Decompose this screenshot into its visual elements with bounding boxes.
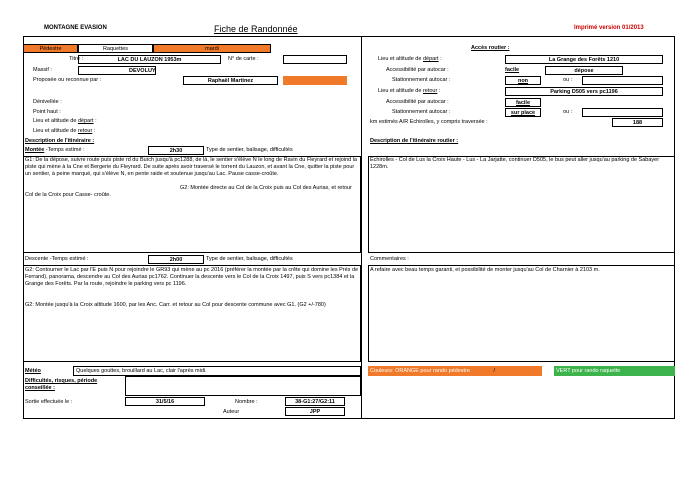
day-field: mardi <box>153 44 271 53</box>
column-divider <box>361 36 362 419</box>
legend-orange-text: Couleurs: ORANGE pour rando pédestre <box>370 368 470 374</box>
left-lieu-retour-label <box>33 128 95 134</box>
diff-value <box>125 376 361 396</box>
left-lieu-retour-post: : <box>92 128 96 134</box>
nombre-label: Nombre : <box>235 399 258 405</box>
meteo-value: Quelques gouttes, brouillard au Lac, clair l'après midi. <box>73 366 361 376</box>
diff-label: Difficultés, risques, période conseillée : <box>25 378 98 391</box>
montee-label <box>25 147 85 153</box>
propose-label: Proposée ou reconnue par : <box>33 77 102 83</box>
right-lieu-depart-u: départ <box>422 56 439 62</box>
left-lieu-depart-post: : <box>93 118 97 124</box>
right-ou-value-2 <box>582 108 663 117</box>
montee-text2: G2: Montée directe au Col de la Croix puis au Col des Aurias, et retour Col de la Croix pour Casse- croûte. <box>25 185 352 198</box>
right-ou-label-2: ou : <box>563 109 573 115</box>
right-stat-retour-label: Stationnement autocar : <box>392 109 451 115</box>
left-lieu-retour-u: retour <box>77 128 93 134</box>
auteur-value: JPP <box>285 407 345 416</box>
montee-label-post: -Temps estimé : <box>44 147 85 153</box>
right-stat-depart-value: non <box>505 76 541 85</box>
massif-label: Massif : <box>33 67 52 73</box>
point-haut-label: Point haut : <box>33 109 61 115</box>
right-access-depart-value: facile <box>505 67 520 73</box>
right-lieu-retour-pre: Lieu et altitude de <box>378 88 423 94</box>
right-access-depart-value2: dépose <box>545 66 623 75</box>
descente-label: Descente -Temps estimé : <box>25 256 89 262</box>
titre-label: Titre : <box>69 56 83 62</box>
montee-text: G1: De la dépose, suivre route puis piste rd du Buïch jusqu'à pc1288, de là, le sentier s'élève N le long de Ravin du Fleyrard et rejoind la piste qui mène à la Cne et Bergerie du Fleyrard. De suite après avoir traversé le torrent du Lauzon, et avant la Cne, quitter la piste pour un sentier, à peine marqué, qui s'élève N, en pente raide et soutenue jusqu'au Lac. Pause casse-croûte. <box>25 157 357 177</box>
right-lieu-retour-post: : <box>437 88 441 94</box>
montee-label-u: Montée <box>25 147 45 153</box>
right-access-retour-label: Accessibilité par autocar : <box>386 99 449 105</box>
left-lieu-depart-pre: Lieu et altitude de <box>33 118 78 124</box>
right-stat-retour-value: sur place <box>505 108 541 117</box>
mode-raquettes: Raquettes <box>78 44 153 53</box>
page-title: Fiche de Randonnée <box>214 24 298 34</box>
propose-value: Raphaël Martinez <box>183 76 278 85</box>
propose-color <box>283 76 347 85</box>
titre-value: LAC DU LAUZON 1953m <box>78 55 221 64</box>
sortie-date: 31/5/16 <box>125 397 205 406</box>
massif-value: DEVOLUY <box>78 66 156 75</box>
comments-label: Commentaires : <box>370 256 409 262</box>
mode-pedestre: Pédestre <box>23 44 78 53</box>
km-value: 188 <box>612 118 663 127</box>
deniv-label: Dénivellée : <box>33 99 62 105</box>
right-lieu-retour-value: Parking D505 vers pc1196 <box>505 87 663 96</box>
right-ou-label-1: ou : <box>563 77 573 83</box>
print-version: Imprimé version 01/2013 <box>574 25 644 31</box>
ncarte-label: N° de carte : <box>228 56 259 62</box>
acces-label: Accès routier : <box>471 45 510 51</box>
descente-text2: G2: Montée jusqu'à la Croix altitude 1600, par les Anc. Carr. et retour au Col pour descente commune avec G1. (G2 +/-780) <box>25 302 326 308</box>
right-desc-label: Description de l'itinéraire routier : <box>370 138 459 144</box>
left-desc-label: Description de l'itinéraire : <box>25 138 95 144</box>
ncarte-value <box>283 55 347 64</box>
left-lieu-depart-label <box>33 118 97 124</box>
right-lieu-depart-post: : <box>438 56 442 62</box>
right-ou-value-1 <box>582 76 663 85</box>
left-lieu-depart-u: départ <box>77 118 94 124</box>
left-lieu-retour-pre: Lieu et altitude de <box>33 128 78 134</box>
right-lieu-retour-label <box>378 88 440 94</box>
nombre-value: 38-G1:27/G2:11 <box>285 397 345 406</box>
legend-slash: / <box>493 368 496 374</box>
club-name: MONTAGNE EVASION <box>44 25 107 31</box>
right-desc-text: Echirolles - Col de Lus la Croix Haute - Lus - La Jarjatte, continuer D505, le bus peut aller jusqu'au parking de Sabayer 1228m. <box>370 157 660 170</box>
right-lieu-retour-u: retour <box>422 88 438 94</box>
legend-green: VERT pour rando raquette <box>554 366 675 376</box>
descente-text: G2: Contourner le Lac par l'E puis N pour rejoindre le GR93 qui mène au pc 2016 (préférer la montée par la crête qui domine les Prés de Ferrand), panorama, descendre au Col des Aurias pc1762. Continuer la descente vers le Col de la Croix 1497, puis S vers pc1384 et la Grange des Forêts. Par la route, rejoindre le parking vers pc 1196. <box>25 267 359 287</box>
comments-text: A refaire avec beau temps garanti, et possibilité de monter jusqu'au Col de Charnier à 2103 m. <box>370 267 600 273</box>
montee-time: 2h30 <box>148 146 204 155</box>
right-access-retour-value: facile <box>505 98 541 107</box>
right-stat-depart-label: Stationnement autocar : <box>392 77 451 83</box>
descente-sentier-label: Type de sentier, balisage, difficultés <box>206 256 293 262</box>
montee-sentier-label: Type de sentier, balisage, difficultés <box>206 147 293 153</box>
km-label: km estimés A/R Echirolles, y compris traversée : <box>370 119 488 125</box>
meteo-label: Météo <box>25 368 41 374</box>
right-lieu-depart-value: La Grange des Forêts 1210 <box>505 55 663 64</box>
right-lieu-depart-label <box>378 56 442 62</box>
descente-time: 2h00 <box>148 255 204 264</box>
sortie-label: Sortie effectuée le : <box>25 399 73 405</box>
comments-box <box>368 265 675 362</box>
right-lieu-depart-pre: Lieu et altitude de <box>378 56 423 62</box>
auteur-label: Auteur <box>223 409 240 415</box>
legend-orange <box>368 366 542 376</box>
right-access-depart-label: Accessibilité par autocar : <box>386 67 449 73</box>
